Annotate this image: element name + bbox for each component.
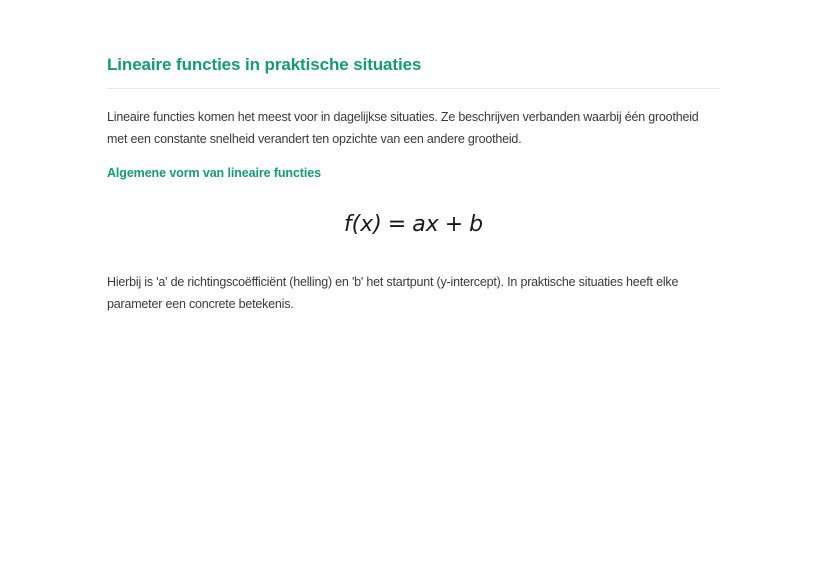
formula-term-b: b — [469, 212, 484, 237]
formula-plus-sign: + — [444, 212, 464, 237]
title-divider — [107, 88, 720, 89]
explanation-paragraph: Hierbij is 'a' de richtingscoëfficiënt (helling) en 'b' het startpunt (y-intercept). In praktische situaties heeft elke parameter een concrete betekenis. — [107, 275, 679, 311]
math-formula — [107, 210, 720, 240]
content-area — [107, 0, 720, 315]
intro-paragraph: Lineaire functies komen het meest voor in dagelijkse situaties. Ze beschrijven verbanden waarbij één grootheid met een constante snelheid verandert ten opzichte van een andere grootheid. — [107, 110, 699, 146]
formula-term-ax: ax — [412, 212, 439, 237]
formula-equals-sign: = — [387, 212, 407, 237]
formula-lhs: f(x) — [343, 212, 382, 237]
section-heading: Algemene vorm van lineaire functies — [107, 166, 321, 180]
page-title: Lineaire functies in praktische situaties — [107, 55, 422, 74]
